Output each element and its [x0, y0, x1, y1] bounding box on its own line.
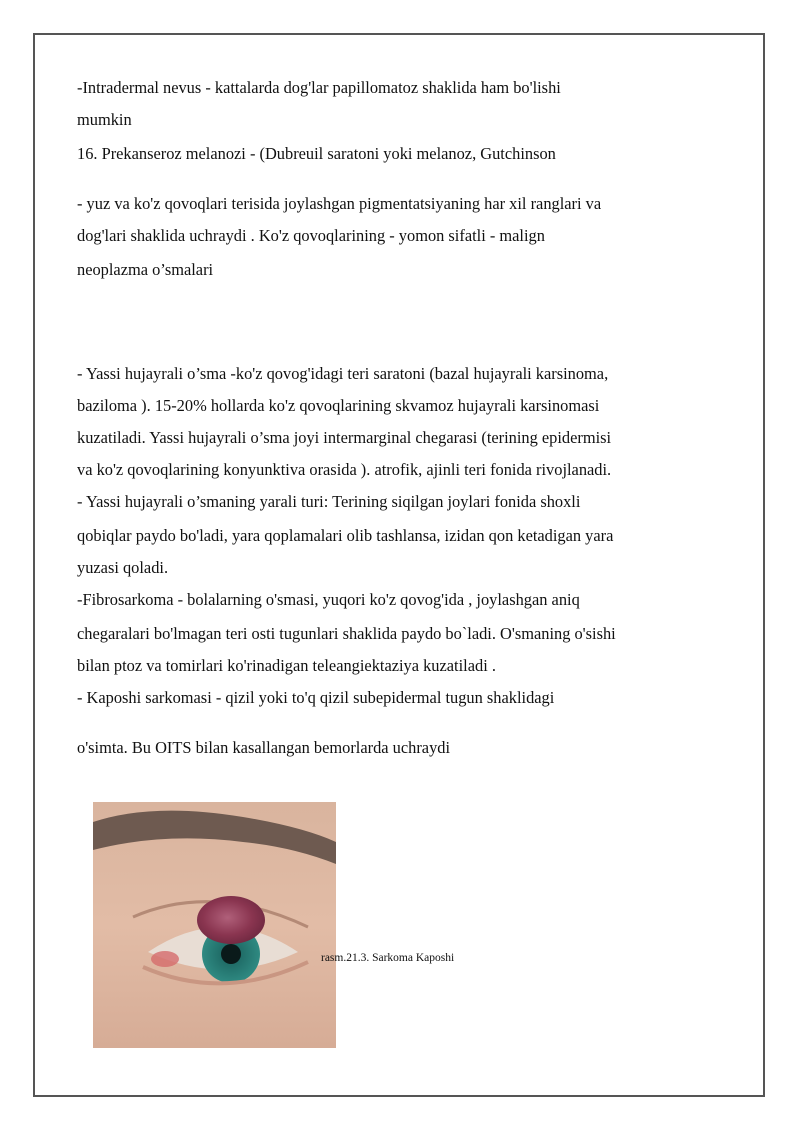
text-line: baziloma ). 15-20% hollarda ko'z qovoqlarining skvamoz hujayrali karsinomasi	[77, 396, 600, 415]
text-line: 16. Prekanseroz melanozi - (Dubreuil saratoni yoki melanoz, Gutchinson	[77, 144, 556, 163]
text-line: - Kaposhi sarkomasi - qizil yoki to'q qizil subepidermal tugun shaklidagi	[77, 688, 555, 707]
eye-photo	[93, 802, 336, 1048]
text-line: -Fibrosarkoma - bolalarning o'smasi, yuqori ko'z qovog'ida , joylashgan aniq	[77, 590, 580, 609]
text-line: o'simta. Bu OITS bilan kasallangan bemorlarda uchraydi	[77, 738, 451, 757]
eye-illustration	[93, 802, 336, 1048]
text-line: - yuz va ko'z qovoqlari terisida joylashgan pigmentatsiyaning har xil ranglari va	[77, 194, 602, 213]
text-line: mumkin	[77, 110, 132, 129]
text-line: kuzatiladi. Yassi hujayrali o’sma joyi intermarginal chegarasi (terining epidermisi	[77, 428, 612, 447]
figure-caption: rasm.21.3. Sarkoma Kaposhi	[321, 952, 455, 964]
text-line: va ko'z qovoqlarining konyunktiva orasida ). atrofik, ajinli teri fonida rivojlanadi.	[77, 460, 612, 479]
text-line: dog'lari shaklida uchraydi . Ko'z qovoqlarining - yomon sifatli - malign	[77, 226, 545, 245]
text-line: qobiqlar paydo bo'ladi, yara qoplamalari olib tashlansa, izidan qon ketadigan yara	[77, 526, 614, 545]
text-line: -Intradermal nevus - kattalarda dog'lar papillomatoz shaklida ham bo'lishi	[77, 78, 561, 97]
text-line: neoplazma o’smalari	[77, 260, 214, 279]
text-line: yuzasi qoladi.	[77, 558, 169, 577]
text-line: chegaralari bo'lmagan teri osti tugunlari shaklida paydo bo`ladi. O'smaning o'sishi	[77, 624, 616, 643]
text-line: - Yassi hujayrali o’sma -ko'z qovog'idagi teri saratoni (bazal hujayrali karsinoma,	[77, 364, 609, 383]
text-line: bilan ptoz va tomirlari ko'rinadigan teleangiektaziya kuzatiladi .	[77, 656, 496, 675]
text-line: - Yassi hujayrali o’smaning yarali turi: Terining siqilgan joylari fonida shoxli	[77, 492, 581, 511]
